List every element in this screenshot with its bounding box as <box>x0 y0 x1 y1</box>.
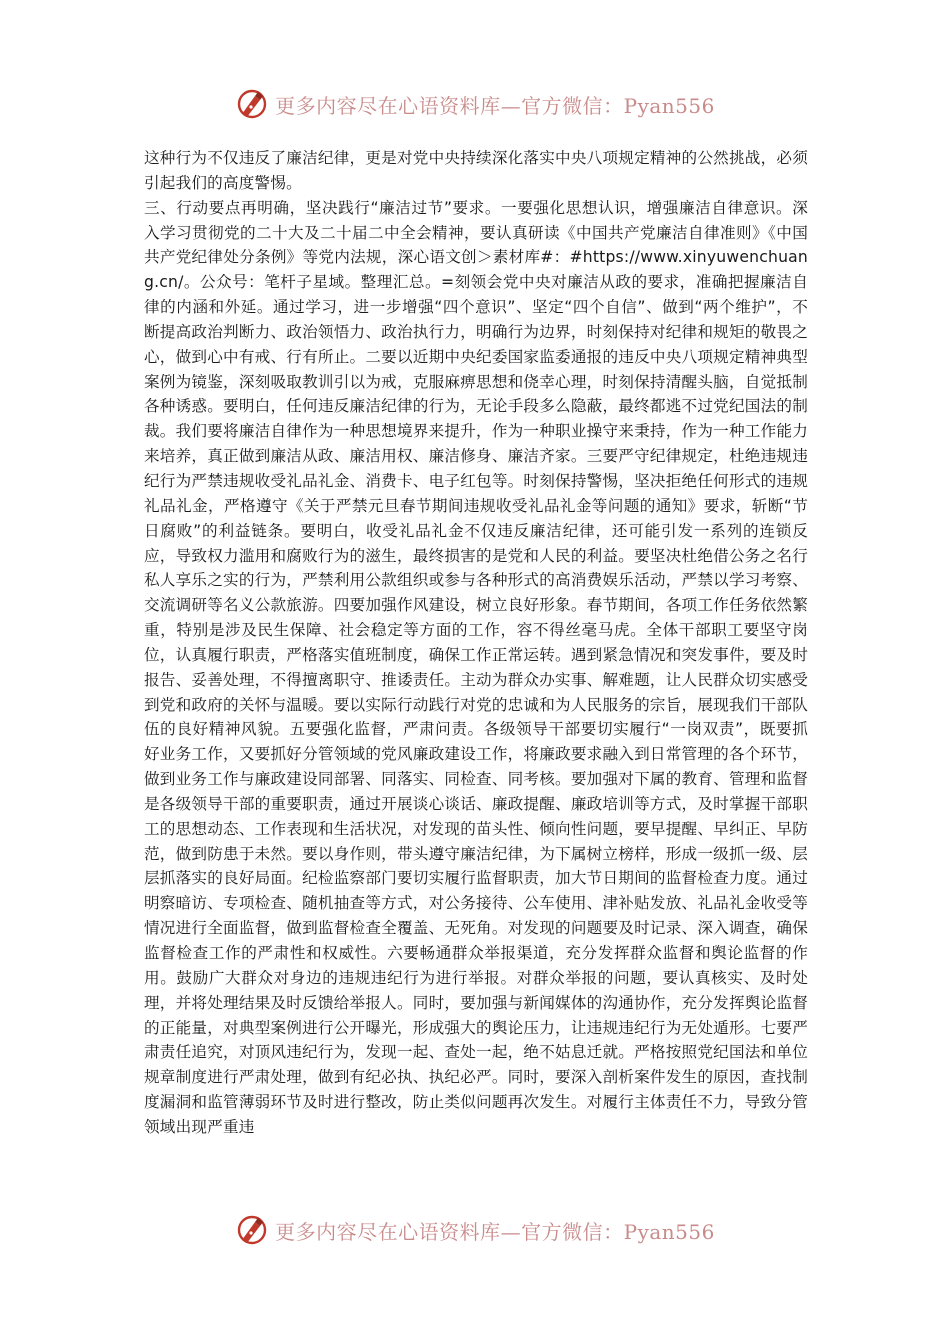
pen-nib-logo-icon <box>235 87 269 121</box>
header-watermark-banner <box>0 82 950 126</box>
document-body <box>144 146 808 1140</box>
banner-text: 更多内容尽在心语资料库—官方微信：Pyan556 <box>275 1219 715 1244</box>
paragraph-continuation: 这种行为不仅违反了廉洁纪律，更是对党中央持续深化落实中央八项规定精神的公然挑战，必须引起我们的高度警惕。 <box>144 149 808 192</box>
pen-nib-logo-icon <box>235 1213 269 1247</box>
banner-text: 更多内容尽在心语资料库—官方微信：Pyan556 <box>275 93 715 118</box>
footer-watermark-banner <box>0 1208 950 1252</box>
paragraph-section-three: 三、行动要点再明确，坚决践行“廉洁过节”要求。一要强化思想认识，增强廉洁自律意识。深入学习贯彻党的二十大及二十届二中全会精神，要认真研读《中国共产党廉洁自律准则》《中国共产党纪律处分条例》等党内法规，深心语文创＞素材库#：#https://www.xinyuwenchuang.cn/。公众号：笔杆子星域。整理汇总。=刻领会党中央对廉洁从政的要求，准确把握廉洁自律的内涵和外延。通过学习，进一步增强“四个意识”、坚定“四个自信”、做到“两个维护”，不断提高政治判断力、政治领悟力、政治执行力，明确行为边界，时刻保持对纪律和规矩的敬畏之心，做到心中有戒、行有所止。二要以近期中央纪委国家监委通报的违反中央八项规定精神典型案例为镜鉴，深刻吸取教训引以为戒，克服麻痹思想和侥幸心理，时刻保持清醒头脑，自觉抵制各种诱惑。要明白，任何违反廉洁纪律的行为，无论手段多么隐蔽，最终都逃不过党纪国法的制裁。我们要将廉洁自律作为一种思想境界来提升，作为一种职业操守来秉持，作为一种工作能力来培养，真正做到廉洁从政、廉洁用权、廉洁修身、廉洁齐家。三要严守纪律规定，杜绝违规违纪行为严禁违规收受礼品礼金、消费卡、电子红包等。时刻保持警惕，坚决拒绝任何形式的违规礼品礼金，严格遵守《关于严禁元旦春节期间违规收受礼品礼金等问题的通知》要求，斩断“节日腐败”的利益链条。要明白，收受礼品礼金不仅违反廉洁纪律，还可能引发一系列的连锁反应，导致权力滥用和腐败行为的滋生，最终损害的是党和人民的利益。要坚决杜绝借公务之名行私人享乐之实的行为，严禁利用公款组织或参与各种形式的高消费娱乐活动，严禁以学习考察、交流调研等名义公款旅游。四要加强作风建设，树立良好形象。春节期间，各项工作任务依然繁重，特别是涉及民生保障、社会稳定等方面的工作，容不得丝毫马虎。全体干部职工要坚守岗位，认真履行职责，严格落实值班制度，确保工作正常运转。遇到紧急情况和突发事件，要及时报告、妥善处理，不得擅离职守、推诿责任。主动为群众办实事、解难题，让人民群众切实感受到党和政府的关怀与温暖。要以实际行动践行对党的忠诚和为人民服务的宗旨，展现我们干部队伍的良好精神风貌。五要强化监督，严肃问责。各级领导干部要切实履行“一岗双责”，既要抓好业务工作，又要抓好分管领域的党风廉政建设工作，将廉政要求融入到日常管理的各个环节，做到业务工作与廉政建设同部署、同落实、同检查、同考核。要加强对下属的教育、管理和监督是各级领导干部的重要职责，通过开展谈心谈话、廉政提醒、廉政培训等方式，及时掌握干部职工的思想动态、工作表现和生活状况，对发现的苗头性、倾向性问题，要早提醒、早纠正、早防范，做到防患于未然。要以身作则，带头遵守廉洁纪律，为下属树立榜样，形成一级抓一级、层层抓落实的良好局面。纪检监察部门要切实履行监督职责，加大节日期间的监督检查力度。通过明察暗访、专项检查、随机抽查等方式，对公务接待、公车使用、津补贴发放、礼品礼金收受等情况进行全面监督，做到监督检查全覆盖、无死角。对发现的问题要及时记录、深入调查，确保监督检查工作的严肃性和权威性。六要畅通群众举报渠道，充分发挥群众监督和舆论监督的作用。鼓励广大群众对身边的违规违纪行为进行举报。对群众举报的问题，要认真核实、及时处理，并将处理结果及时反馈给举报人。同时，要加强与新闻媒体的沟通协作，充分发挥舆论监督的正能量，对典型案例进行公开曝光，形成强大的舆论压力，让违规违纪行为无处遁形。七要严肃责任追究，对顶风违纪行为，发现一起、查处一起，绝不姑息迁就。严格按照党纪国法和单位规章制度进行严肃处理，做到有纪必执、执纪必严。同时，要深入剖析案件发生的原因，查找制度漏洞和监管薄弱环节及时进行整改，防止类似问题再次发生。对履行主体责任不力，导致分管领域出现严重违 <box>144 198 808 1136</box>
